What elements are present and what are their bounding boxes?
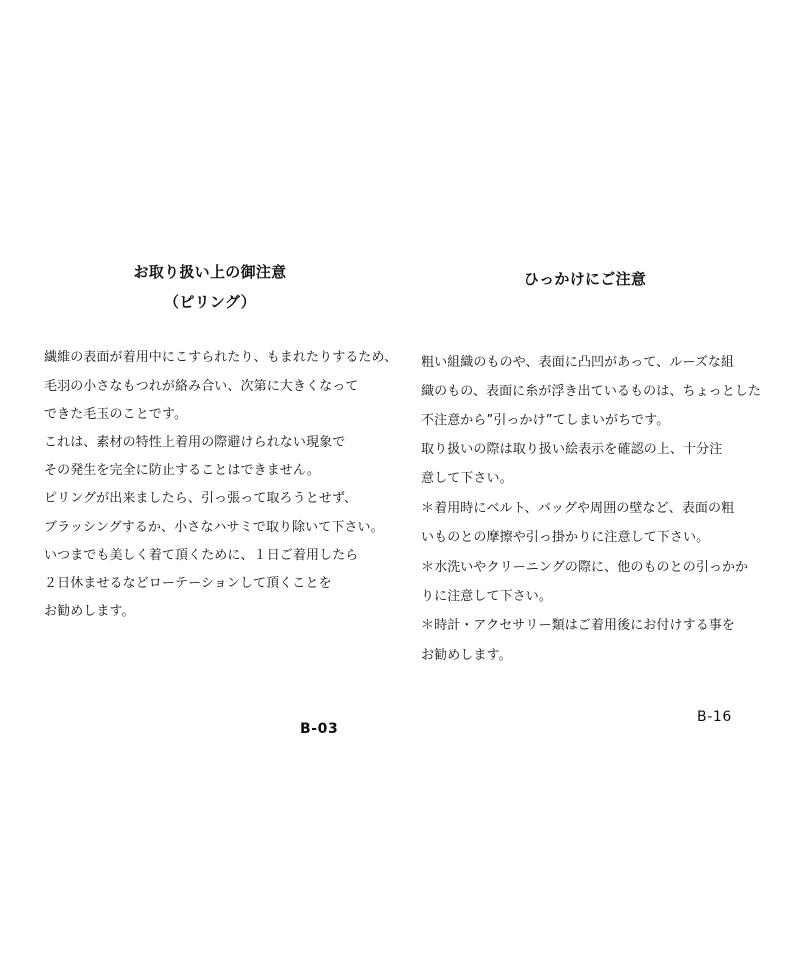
- right-text-line: ＊着用時にベルト、バッグや周囲の壁など、表面の粗: [421, 501, 735, 516]
- right-text-line: お勧めします。: [421, 648, 512, 663]
- left-text-line: これは、素材の特性上着用の際避けられない現象で: [44, 435, 346, 450]
- right-title: ひっかけにご注意: [523, 270, 647, 288]
- left-text-line: いつまでも美しく着て頂くために、１日ご着用したら: [44, 548, 359, 563]
- left-code-label: B-03: [300, 721, 339, 737]
- left-title-line1: お取り扱い上の御注意: [133, 263, 287, 281]
- left-text-line: ピリングが出来ましたら、引っ張って取ろうとせず、: [44, 491, 358, 506]
- right-text-line: 取り扱いの際は取り扱い絵表示を確認の上、十分注: [421, 442, 723, 457]
- right-text-line: 織のもの、表面に糸が浮き出ているものは、ちょっとした: [421, 384, 762, 399]
- right-text-line: りに注意して下さい。: [421, 589, 553, 604]
- right-text-line: ＊水洗いやクリーニングの際に、他のものとの引っかか: [421, 560, 749, 575]
- right-text-line: 意して下さい。: [421, 471, 513, 486]
- left-text-line: ２日休ませるなどローテーションして頂くことを: [44, 576, 332, 591]
- left-text-line: 繊維の表面が着用中にこすられたり、もまれたりするため、: [44, 350, 398, 365]
- left-text-line: お勧めします。: [44, 604, 135, 619]
- right-text-line: いものとの摩擦や引っ掛かりに注意して下さい。: [421, 530, 710, 545]
- right-text-line: ＊時計・アクセサリー類はご着用後にお付けする事を: [421, 618, 736, 633]
- right-text-line: 不注意から”引っかけ”てしまいがちです。: [421, 413, 670, 428]
- left-title-line2: （ピリング）: [164, 293, 256, 311]
- left-text-line: できた毛玉のことです。: [44, 407, 188, 422]
- left-text-line: 毛羽の小さなもつれが絡み合い、次第に大きくなって: [44, 379, 359, 394]
- right-text-line: 粗い組織のものや、表面に凸凹があって、ルーズな組: [421, 355, 735, 370]
- left-text-line: その発生を完全に防止することはできません。: [44, 463, 320, 478]
- right-code-label: B-16: [697, 709, 732, 725]
- left-text-line: ブラッシングするか、小さなハサミで取り除いて下さい。: [44, 520, 384, 535]
